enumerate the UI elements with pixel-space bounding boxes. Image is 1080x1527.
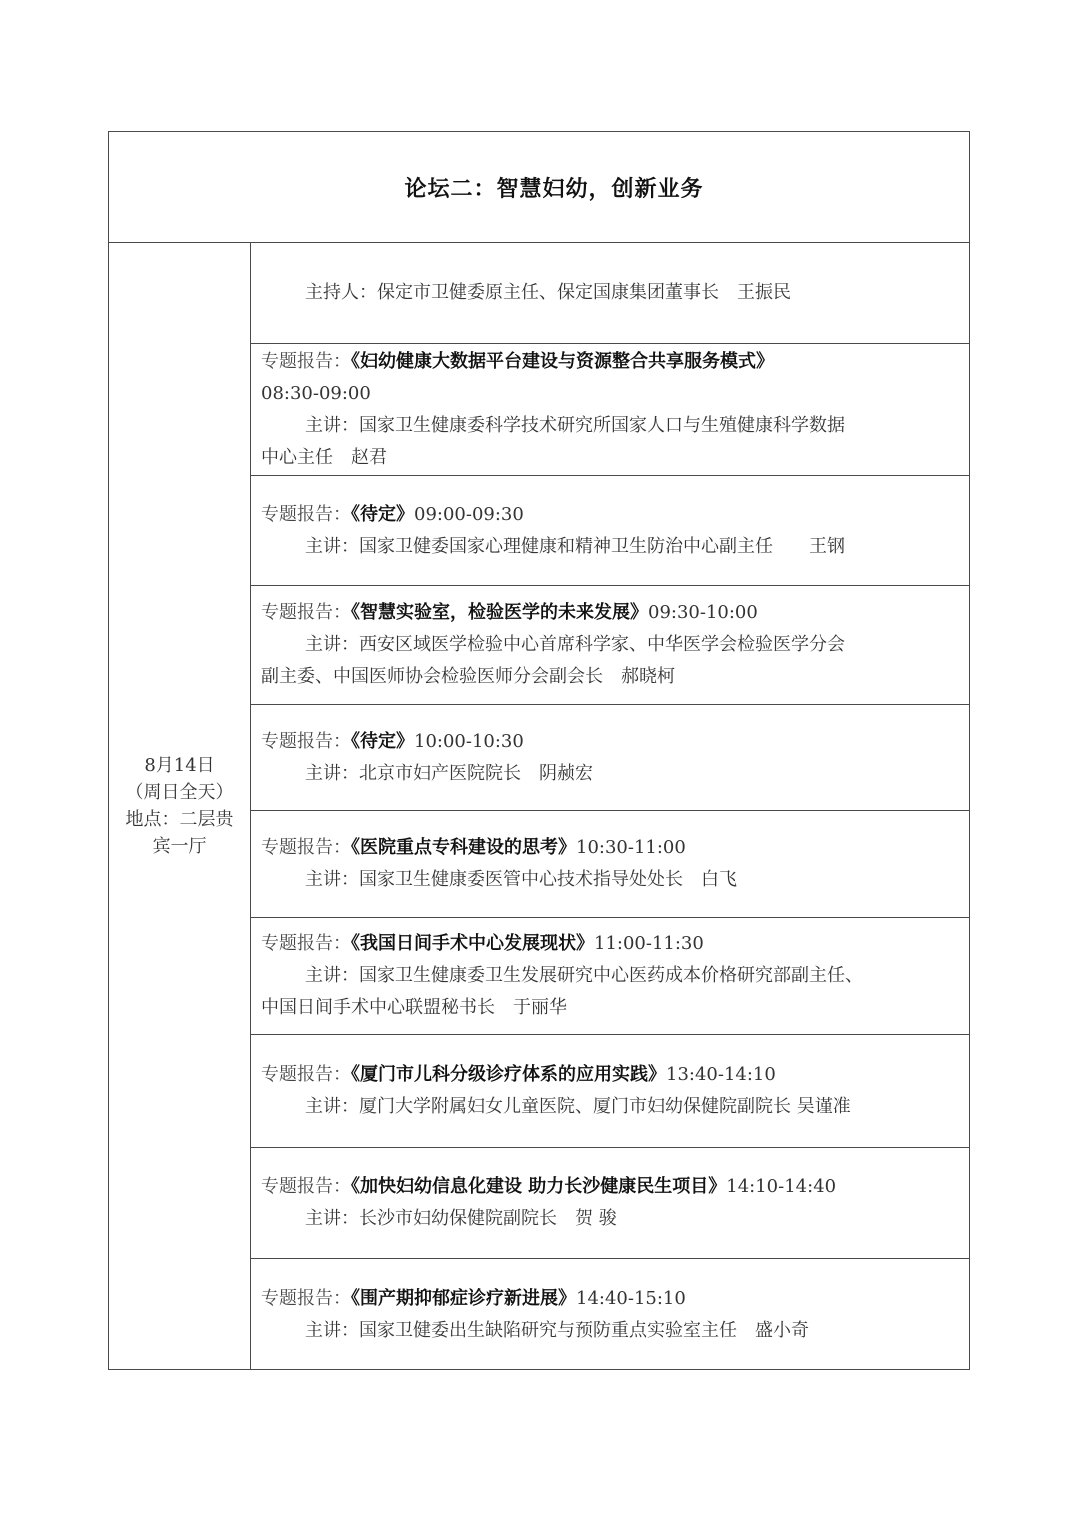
host-cell [251, 243, 969, 344]
report-label: 专题报告： [261, 602, 351, 623]
report-title: 《我国日间手术中心发展现状》 [351, 933, 594, 954]
report-time: 09:30-10:00 [648, 602, 758, 623]
session-row [251, 1148, 969, 1259]
speaker-label: 主讲： [305, 535, 359, 557]
session-row [251, 1259, 969, 1371]
speaker-label: 主讲： [305, 762, 359, 784]
report-title: 《厦门市儿科分级诊疗体系的应用实践》 [351, 1064, 666, 1085]
report-time: 09:00-09:30 [414, 503, 524, 525]
report-label: 专题报告： [261, 730, 351, 752]
speaker-label: 主讲： [305, 414, 359, 436]
speaker-text-cont: 副主委、中国医师协会检验医师分会副会长 郝晓柯 [261, 666, 675, 687]
session-row [251, 705, 969, 811]
report-title: 《围产期抑郁症诊疗新进展》 [351, 1288, 576, 1309]
speaker-text: 国家卫生健康委卫生发展研究中心医药成本价格研究部副主任、 [359, 965, 863, 986]
speaker-label: 主讲： [305, 869, 359, 890]
speaker-text: 厦门大学附属妇女儿童医院、厦门市妇幼保健院副院长 吴谨准 [359, 1096, 851, 1117]
speaker-text: 国家卫生健康委科学技术研究所国家人口与生殖健康科学数据 [359, 414, 845, 436]
report-label: 专题报告： [261, 1288, 351, 1309]
report-label: 专题报告： [261, 1176, 351, 1197]
report-title: 《妇幼健康大数据平台建设与资源整合共享服务模式》 [351, 350, 774, 372]
speaker-text: 长沙市妇幼保健院副院长 贺 骏 [359, 1208, 617, 1229]
speaker-text-cont: 中国日间手术中心联盟秘书长 于丽华 [261, 997, 567, 1018]
report-label: 专题报告： [261, 1064, 351, 1085]
host-text: 主持人：保定市卫健委原主任、保定国康集团董事长 王振民 [305, 282, 791, 303]
speaker-label: 主讲： [305, 1208, 359, 1229]
forum-title-row [109, 132, 969, 243]
report-label: 专题报告： [261, 933, 351, 954]
session-row [251, 586, 969, 705]
session-row [251, 811, 969, 918]
report-time: 14:40-15:10 [576, 1288, 686, 1309]
forum-title: 论坛二：智慧妇幼，创新业务 [404, 175, 704, 202]
report-label: 专题报告： [261, 350, 351, 372]
speaker-text: 国家卫生健康委医管中心技术指导处处长 白飞 [359, 869, 737, 890]
report-time: 11:00-11:30 [594, 933, 704, 954]
sessions-column [251, 243, 969, 1369]
report-title: 《加快妇幼信息化建设 助力长沙健康民生项目》 [351, 1176, 727, 1197]
session-row [251, 344, 969, 476]
report-time: 10:30-11:00 [576, 837, 686, 858]
report-time: 14:10-14:40 [726, 1176, 837, 1197]
speaker-text: 国家卫健委国家心理健康和精神卫生防治中心副主任 王钢 [359, 535, 845, 557]
session-place-line2: 宾一厅 [152, 836, 207, 857]
session-day: （周日全天） [125, 782, 234, 803]
report-label: 专题报告： [261, 837, 351, 858]
speaker-label: 主讲： [305, 634, 359, 655]
report-title: 《医院重点专科建设的思考》 [351, 837, 576, 858]
report-title: 《待定》 [351, 503, 414, 525]
session-row [251, 476, 969, 586]
speaker-label: 主讲： [305, 1096, 359, 1117]
report-title: 《待定》 [351, 730, 414, 752]
speaker-text: 国家卫健委出生缺陷研究与预防重点实验室主任 盛小奇 [359, 1320, 809, 1341]
speaker-label: 主讲： [305, 1320, 359, 1341]
speaker-text-cont: 中心主任 赵君 [261, 446, 387, 468]
report-time: 08:30-09:00 [261, 382, 371, 404]
report-title: 《智慧实验室，检验医学的未来发展》 [351, 602, 648, 623]
speaker-label: 主讲： [305, 965, 359, 986]
report-label: 专题报告： [261, 503, 351, 525]
speaker-text: 西安区域医学检验中心首席科学家、中华医学会检验医学分会 [359, 634, 845, 655]
session-place-line1: 地点：二层贵 [125, 809, 234, 830]
session-row [251, 1035, 969, 1148]
session-date: 8月14日 [144, 755, 215, 776]
report-time: 13:40-14:10 [666, 1064, 776, 1085]
speaker-text: 北京市妇产医院院长 阴赪宏 [359, 762, 593, 784]
agenda-table [108, 131, 970, 1370]
report-time: 10:00-10:30 [414, 730, 524, 752]
date-location-cell [109, 243, 251, 1369]
session-row [251, 918, 969, 1035]
